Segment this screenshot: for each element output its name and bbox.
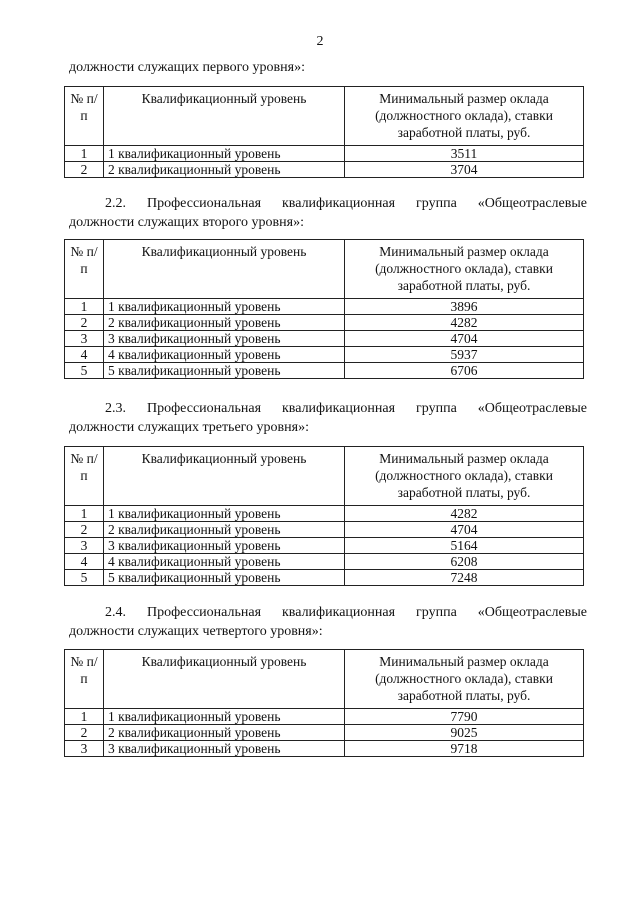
salary-table-level-1 — [64, 86, 584, 178]
table-row — [65, 299, 584, 315]
row-level: 5 квалификационный уровень — [104, 363, 345, 379]
header-salary: Минимальный размер оклада (должностного оклада), ставки заработной платы, руб. — [345, 650, 584, 709]
salary-table-level-3 — [64, 446, 584, 586]
group-title-line-1: 2.2. Профессиональная квалификационная группа «Общеотраслевые — [105, 196, 587, 211]
row-salary: 4282 — [345, 315, 584, 331]
row-level: 2 квалификационный уровень — [104, 522, 345, 538]
row-number: 2 — [65, 315, 104, 331]
header-num: № п/п — [65, 447, 104, 506]
table-row — [65, 331, 584, 347]
group-title-2-3 — [69, 399, 587, 437]
row-salary: 9718 — [345, 741, 584, 757]
row-number: 2 — [65, 162, 104, 178]
row-level: 1 квалификационный уровень — [104, 709, 345, 725]
row-level: 2 квалификационный уровень — [104, 315, 345, 331]
row-salary: 6706 — [345, 363, 584, 379]
header-level: Квалификационный уровень — [104, 447, 345, 506]
header-num: № п/п — [65, 87, 104, 146]
header-num: № п/п — [65, 240, 104, 299]
salary-table-level-4 — [64, 649, 584, 757]
row-salary: 4282 — [345, 506, 584, 522]
table-row — [65, 554, 584, 570]
row-number: 2 — [65, 522, 104, 538]
table-row — [65, 363, 584, 379]
row-level: 4 квалификационный уровень — [104, 347, 345, 363]
group-title-line-2: должности служащих второго уровня»: — [69, 215, 304, 230]
row-number: 5 — [65, 570, 104, 586]
table-row — [65, 146, 584, 162]
row-level: 1 квалификационный уровень — [104, 146, 345, 162]
row-salary: 7248 — [345, 570, 584, 586]
salary-table-level-2 — [64, 239, 584, 379]
group-title-2-2 — [69, 194, 587, 232]
header-salary: Минимальный размер оклада (должностного оклада), ставки заработной платы, руб. — [345, 447, 584, 506]
row-level: 2 квалификационный уровень — [104, 162, 345, 178]
table-row — [65, 162, 584, 178]
header-level: Квалификационный уровень — [104, 240, 345, 299]
table-row — [65, 315, 584, 331]
group-title-2-4 — [69, 603, 587, 641]
table-row — [65, 522, 584, 538]
row-salary: 5164 — [345, 538, 584, 554]
row-number: 1 — [65, 146, 104, 162]
row-level: 3 квалификационный уровень — [104, 331, 345, 347]
table-row — [65, 347, 584, 363]
header-level: Квалификационный уровень — [104, 87, 345, 146]
group-title-line-2: должности служащих четвертого уровня»: — [69, 624, 323, 639]
table-row — [65, 741, 584, 757]
row-level: 5 квалификационный уровень — [104, 570, 345, 586]
section-intro-line: должности служащих первого уровня»: — [69, 60, 305, 75]
row-number: 5 — [65, 363, 104, 379]
row-salary: 6208 — [345, 554, 584, 570]
table-row — [65, 709, 584, 725]
row-salary: 4704 — [345, 522, 584, 538]
row-level: 1 квалификационный уровень — [104, 299, 345, 315]
page-number: 2 — [316, 34, 324, 49]
header-level: Квалификационный уровень — [104, 650, 345, 709]
row-level: 4 квалификационный уровень — [104, 554, 345, 570]
group-title-line-2: должности служащих третьего уровня»: — [69, 420, 309, 435]
row-number: 4 — [65, 554, 104, 570]
row-number: 1 — [65, 299, 104, 315]
row-salary: 3896 — [345, 299, 584, 315]
header-salary: Минимальный размер оклада (должностного оклада), ставки заработной платы, руб. — [345, 240, 584, 299]
table-row — [65, 570, 584, 586]
table-row — [65, 538, 584, 554]
row-number: 3 — [65, 538, 104, 554]
row-salary: 7790 — [345, 709, 584, 725]
row-number: 4 — [65, 347, 104, 363]
row-salary: 3511 — [345, 146, 584, 162]
row-number: 3 — [65, 331, 104, 347]
table-row — [65, 506, 584, 522]
row-salary: 3704 — [345, 162, 584, 178]
row-number: 1 — [65, 506, 104, 522]
row-number: 1 — [65, 709, 104, 725]
table-row — [65, 725, 584, 741]
row-salary: 5937 — [345, 347, 584, 363]
header-salary: Минимальный размер оклада (должностного оклада), ставки заработной платы, руб. — [345, 87, 584, 146]
group-title-line-1: 2.4. Профессиональная квалификационная группа «Общеотраслевые — [105, 605, 587, 620]
row-level: 1 квалификационный уровень — [104, 506, 345, 522]
row-number: 2 — [65, 725, 104, 741]
row-level: 3 квалификационный уровень — [104, 741, 345, 757]
row-salary: 4704 — [345, 331, 584, 347]
row-level: 2 квалификационный уровень — [104, 725, 345, 741]
group-title-line-1: 2.3. Профессиональная квалификационная группа «Общеотраслевые — [105, 401, 587, 416]
row-level: 3 квалификационный уровень — [104, 538, 345, 554]
row-salary: 9025 — [345, 725, 584, 741]
header-num: № п/п — [65, 650, 104, 709]
row-number: 3 — [65, 741, 104, 757]
